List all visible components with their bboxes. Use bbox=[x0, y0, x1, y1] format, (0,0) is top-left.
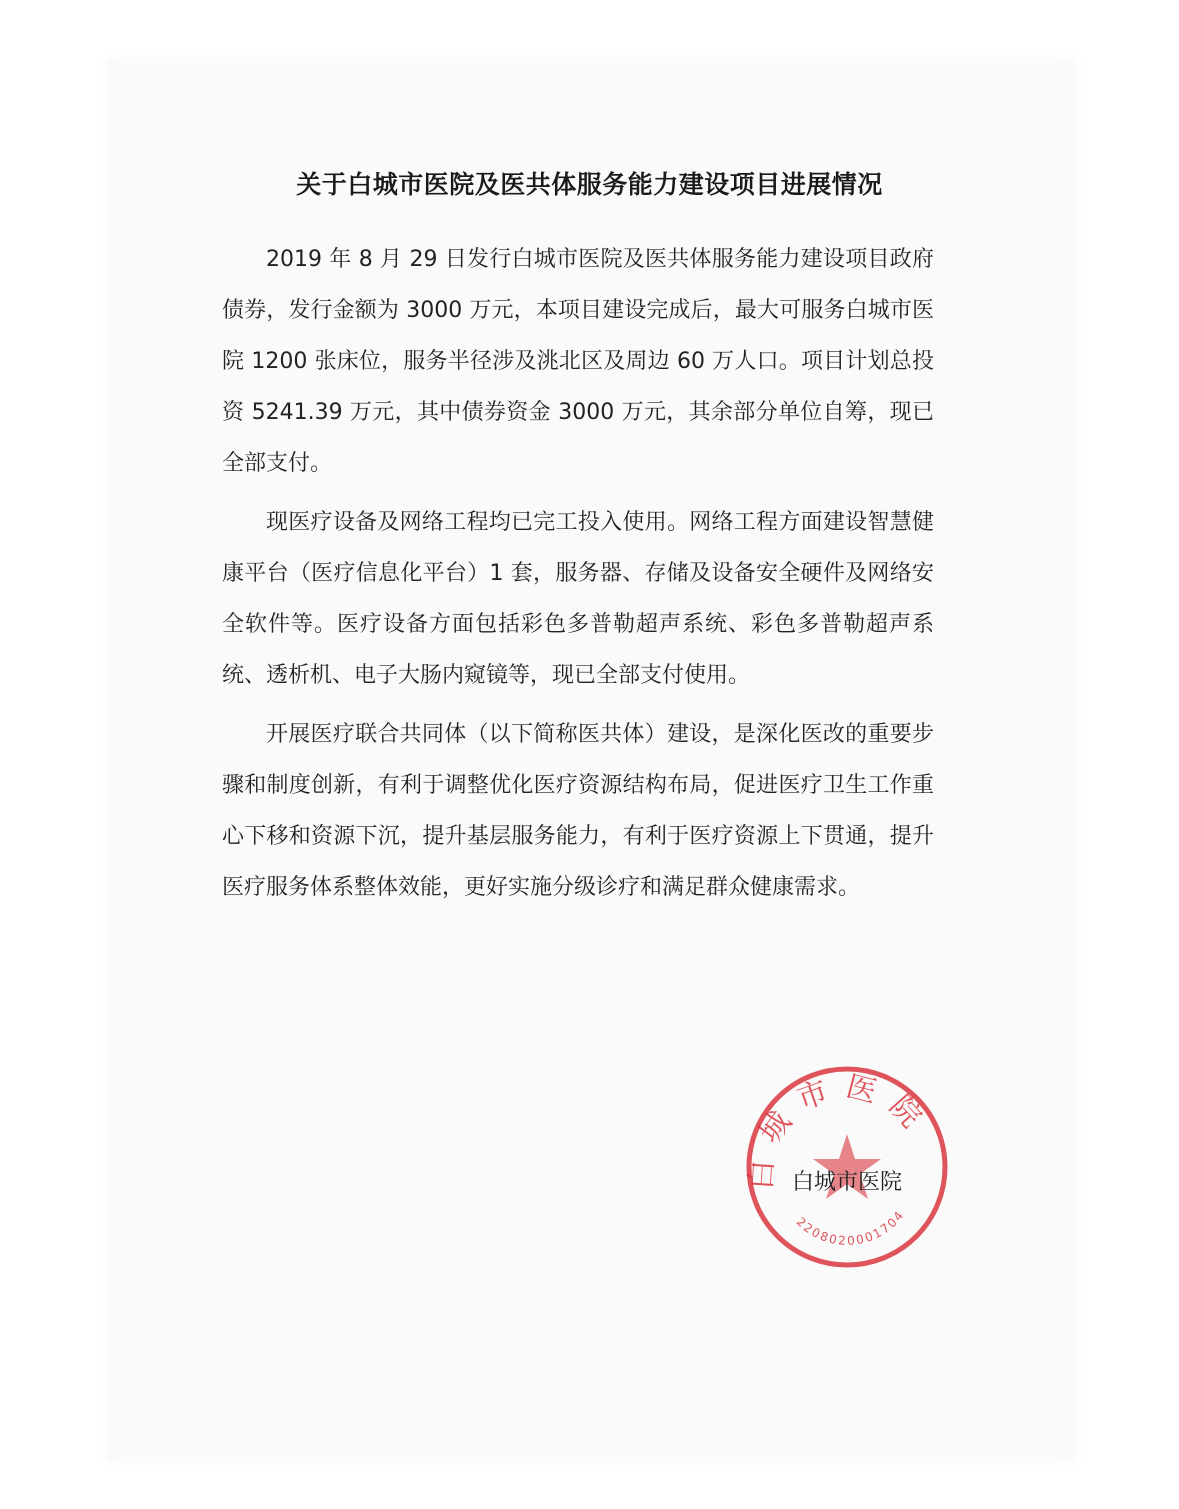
signature-name: 白城市医院 bbox=[791, 1170, 902, 1195]
document-body bbox=[222, 234, 934, 921]
seal-number: 2208020001704 bbox=[793, 1207, 908, 1248]
seal-arc-text: 白城市医院 bbox=[744, 1069, 938, 1192]
paragraph-2: 现医疗设备及网络工程均已完工投入使用。网络工程方面建设智慧健康平台（医疗信息化平台）1 套，服务器、存储及设备安全硬件及网络安全软件等。医疗设备方面包括彩色多普勒超声系统、彩色多普勒超声系统、透析机、电子大肠内窥镜等，现已全部支付使用。 bbox=[222, 510, 934, 688]
paragraph-3: 开展医疗联合共同体（以下简称医共体）建设，是深化医改的重要步骤和制度创新，有利于调整优化医疗资源结构布局，促进医疗卫生工作重心下移和资源下沉，提升基层服务能力，有利于医疗资源上下贯通，提升医疗服务体系整体效能，更好实施分级诊疗和满足群众健康需求。 bbox=[222, 722, 934, 900]
paragraph-1: 2019 年 8 月 29 日发行白城市医院及医共体服务能力建设项目政府债券，发行金额为 3000 万元，本项目建设完成后，最大可服务白城市医院 1200 张床位，服务半径涉及洮北区及周边 60 万人口。项目计划总投资 5241.39 万元，其中债券资金 3000 万元，其余部分单位自筹，现已全部支付。 bbox=[222, 247, 934, 476]
document-title: 关于白城市医院及医共体服务能力建设项目进展情况 bbox=[296, 170, 883, 199]
